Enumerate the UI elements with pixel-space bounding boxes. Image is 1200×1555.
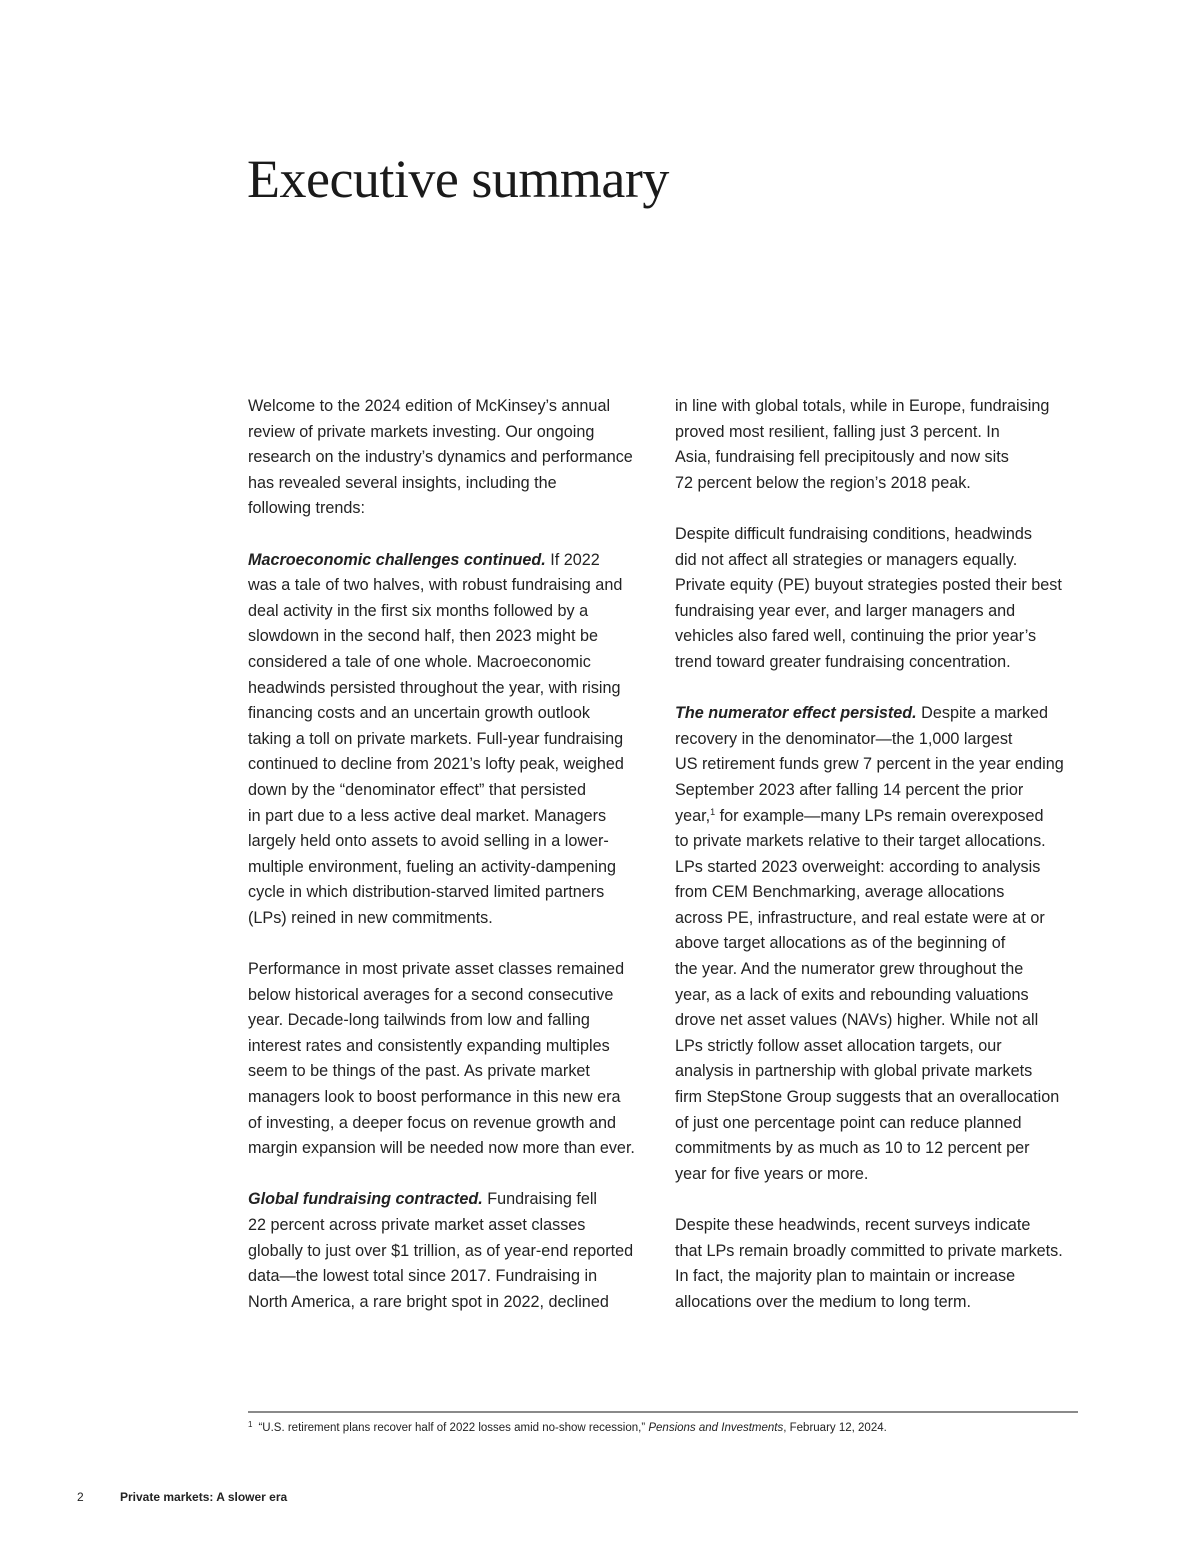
text-line: to private markets relative to their target allocations. xyxy=(675,832,1046,851)
footnote-text: “U.S. retirement plans recover half of 2022 losses amid no-show recession,” xyxy=(258,1422,646,1434)
text-line: seem to be things of the past. As private market xyxy=(248,1062,590,1081)
text-line: the year. And the numerator grew throughout the xyxy=(675,960,1024,979)
text-line: taking a toll on private markets. Full-year fundraising xyxy=(248,729,624,748)
text-line: below historical averages for a second consecutive xyxy=(248,985,614,1004)
text-line: from CEM Benchmarking, average allocations xyxy=(675,883,1005,902)
text-line: commitments by as much as 10 to 12 percent per xyxy=(675,1139,1030,1158)
text-line: review of private markets investing. Our ongoing xyxy=(248,422,595,441)
surveys-paragraph xyxy=(675,1213,1085,1315)
text-line xyxy=(675,804,1085,830)
text-line: year, as a lack of exits and rebounding valuations xyxy=(675,985,1029,1004)
footnote-mark: 1 xyxy=(248,1420,253,1429)
text-line: was a tale of two halves, with robust fundraising and xyxy=(248,576,623,595)
text-line xyxy=(675,701,1085,727)
footnote-divider xyxy=(248,1411,1078,1413)
text-line: margin expansion will be needed now more than ever. xyxy=(248,1139,635,1158)
text-line: fundraising year ever, and larger managers and xyxy=(675,601,1016,620)
text-line: that LPs remain broadly committed to private markets. xyxy=(675,1241,1063,1260)
text-fragment: Fundraising fell xyxy=(482,1190,598,1209)
text-line: Despite these headwinds, recent surveys indicate xyxy=(675,1216,1031,1234)
text-line: globally to just over $1 trillion, as of year-end reported xyxy=(248,1241,634,1260)
text-line: has revealed several insights, including the xyxy=(248,473,557,492)
text-line xyxy=(248,1187,658,1213)
text-line: September 2023 after falling 14 percent the prior xyxy=(675,780,1024,799)
text-line: drove net asset values (NAVs) higher. While not all xyxy=(675,1011,1039,1030)
performance-paragraph xyxy=(248,957,658,1162)
text-line: analysis in partnership with global private markets xyxy=(675,1062,1033,1081)
footnote xyxy=(248,1420,1078,1436)
text-fragment: for example—many LPs remain overexposed xyxy=(715,806,1044,825)
text-line: data—the lowest total since 2017. Fundraising in xyxy=(248,1267,598,1286)
text-fragment: If 2022 xyxy=(545,550,600,569)
right-column xyxy=(675,394,1085,1315)
text-line: North America, a rare bright spot in 2022, declined xyxy=(248,1292,609,1311)
running-title: Private markets: A slower era xyxy=(120,1490,288,1504)
text-line: in part due to a less active deal market. Managers xyxy=(248,806,607,825)
text-line: largely held onto assets to avoid selling in a lower- xyxy=(248,832,609,851)
paragraph-lead: Macroeconomic challenges continued. xyxy=(248,550,546,569)
text-line: managers look to boost performance in this new era xyxy=(248,1088,621,1107)
intro-paragraph xyxy=(248,394,658,522)
page-title: Executive summary xyxy=(247,149,669,209)
text-line: deal activity in the first six months followed by a xyxy=(248,601,589,620)
text-line: 22 percent across private market asset classes xyxy=(248,1216,586,1234)
text-line: LPs strictly follow asset allocation targets, our xyxy=(675,1036,1002,1055)
text-line: US retirement funds grew 7 percent in the year ending xyxy=(675,755,1064,774)
paragraph-lead: The numerator effect persisted. xyxy=(675,704,917,723)
page-footer xyxy=(0,1488,600,1506)
text-line: Despite difficult fundraising conditions, headwinds xyxy=(675,524,1032,543)
text-fragment: Despite a marked xyxy=(916,704,1049,723)
text-line: above target allocations as of the beginning of xyxy=(675,934,1006,953)
text-line: trend toward greater fundraising concentration. xyxy=(675,652,1011,671)
text-line: year. Decade-long tailwinds from low and falling xyxy=(248,1011,590,1030)
text-line: Asia, fundraising fell precipitously and now sits xyxy=(675,448,1009,467)
text-line: proved most resilient, falling just 3 percent. In xyxy=(675,422,1000,441)
text-line: Private equity (PE) buyout strategies posted their best xyxy=(675,576,1062,595)
text-line: headwinds persisted throughout the year, with rising xyxy=(248,678,621,697)
text-line: slowdown in the second half, then 2023 might be xyxy=(248,627,599,646)
text-line: Performance in most private asset classes remained xyxy=(248,960,625,979)
text-line: following trends: xyxy=(248,499,365,518)
footnote-date: , February 12, 2024. xyxy=(783,1422,887,1434)
text-line: cycle in which distribution-starved limited partners xyxy=(248,883,605,902)
text-line: interest rates and consistently expanding multiples xyxy=(248,1036,610,1055)
footnote-source: Pensions and Investments xyxy=(648,1422,784,1434)
text-line: 72 percent below the region’s 2018 peak. xyxy=(675,473,971,492)
text-line: (LPs) reined in new commitments. xyxy=(248,908,493,927)
text-line: of just one percentage point can reduce planned xyxy=(675,1113,1022,1132)
paragraph-lead: Global fundraising contracted. xyxy=(248,1190,483,1209)
text-line: did not affect all strategies or managers equally. xyxy=(675,550,1018,569)
text-line: LPs started 2023 overweight: according to analysis xyxy=(675,857,1041,876)
text-line: continued to decline from 2021’s lofty peak, weighed xyxy=(248,755,624,774)
fundraising-continued-paragraph xyxy=(675,394,1085,496)
text-line: research on the industry’s dynamics and performance xyxy=(248,448,633,467)
numerator-paragraph xyxy=(675,701,1085,1187)
footnote-reference[interactable]: 1 xyxy=(710,806,716,817)
text-line: allocations over the medium to long term. xyxy=(675,1292,972,1311)
headwinds-paragraph xyxy=(675,522,1085,676)
text-line: in line with global totals, while in Europe, fundraising xyxy=(675,397,1050,415)
text-fragment: year, xyxy=(675,806,711,825)
text-line: firm StepStone Group suggests that an overallocation xyxy=(675,1088,1060,1107)
text-line: Welcome to the 2024 edition of McKinsey’s annual xyxy=(248,397,611,415)
page-number: 2 xyxy=(77,1490,84,1504)
text-line: multiple environment, fueling an activity-dampening xyxy=(248,857,617,876)
text-line: of investing, a deeper focus on revenue growth and xyxy=(248,1113,617,1132)
text-line: financing costs and an uncertain growth outlook xyxy=(248,704,590,723)
text-line xyxy=(248,548,658,574)
text-line: vehicles also fared well, continuing the prior year’s xyxy=(675,627,1037,646)
text-line: considered a tale of one whole. Macroeconomic xyxy=(248,652,591,671)
text-line: In fact, the majority plan to maintain or increase xyxy=(675,1267,1016,1286)
text-line: down by the “denominator effect” that persisted xyxy=(248,780,587,799)
text-line: across PE, infrastructure, and real estate were at or xyxy=(675,908,1045,927)
text-line: recovery in the denominator—the 1,000 largest xyxy=(675,729,1013,748)
left-column xyxy=(248,394,658,1315)
fundraising-paragraph xyxy=(248,1187,658,1315)
text-line: year for five years or more. xyxy=(675,1164,869,1183)
macroeconomic-paragraph xyxy=(248,548,658,932)
